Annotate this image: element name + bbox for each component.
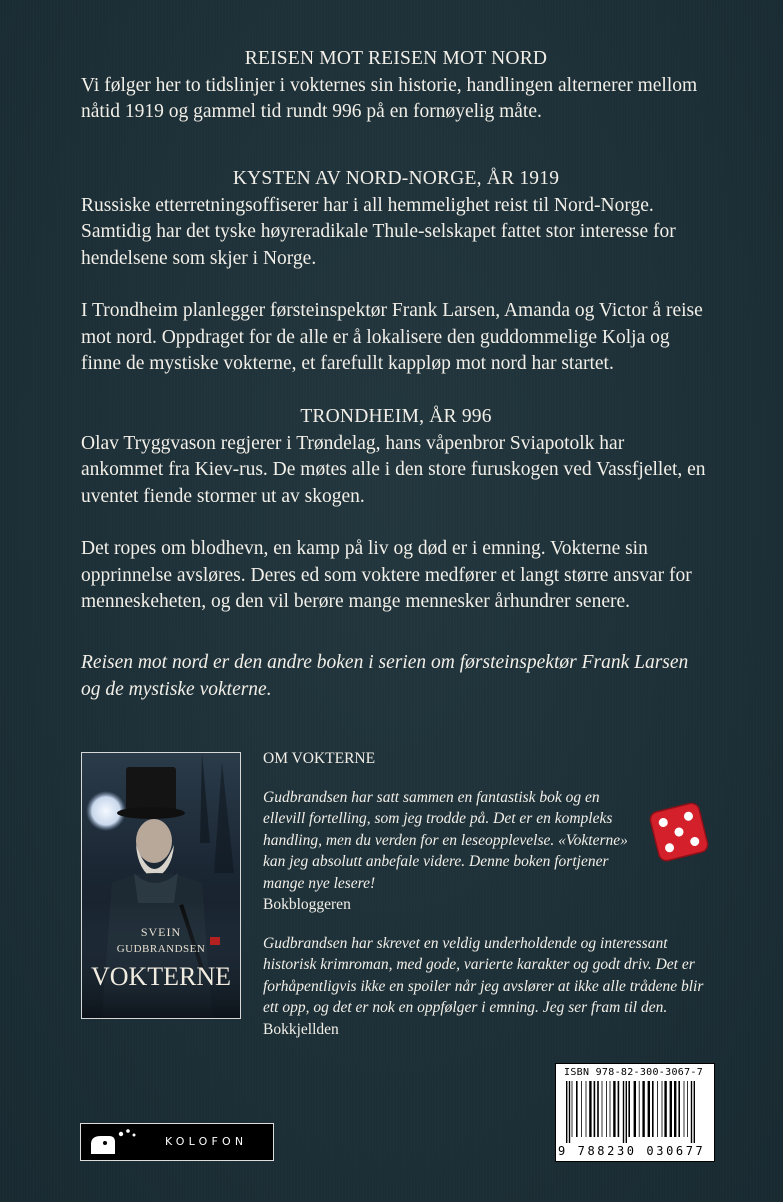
section-heading: REISEN MOT REISEN MOT NORD [244,48,548,69]
section-heading: TRONDHEIM, ÅR 996 [300,406,492,427]
cover-title: VOKTERNE [90,962,232,991]
isbn-number: ISBN 978-82-300-3067-7 [564,1067,704,1078]
review-source: Bokbloggeren [263,896,351,913]
cover-author-first: SVEIN [140,925,182,939]
section-996 [81,404,711,616]
publisher-name: KOLOFON [165,1135,248,1148]
review-source: Bokkjellden [263,1020,339,1038]
section-paragraph: Vi følger her to tidslinjer i vokternes sin historie, handlingen alternerer mellom nåtid 1919 og gammel tid rundt 996 på en fornøyelig måte. [81,74,698,122]
isbn-barcode [555,1063,715,1162]
review-item [263,933,713,1041]
closing-note: Reisen mot nord er den andre boken i serien om førsteinspektør Frank Larsen og de mystiske vokterne. [81,652,689,700]
reviews-section [263,748,713,1057]
section-1919 [81,166,711,378]
ean-number: 9 788230 030677 [558,1144,706,1158]
review-item [263,787,633,916]
barcode-bars [564,1081,706,1143]
section-intro [81,46,711,126]
publisher-logo [80,1123,274,1161]
book-cover-image [81,752,241,1019]
publisher-mascot-icon [85,1124,155,1160]
dice-five-icon [646,799,712,865]
section-paragraph: Russiske etterretningsoffiserer har i all hemmelighet reist til Nord-Norge. Samtidig har det tyske høyreradikale Thule-selskapet fattet stor interesse for hendelsene som skjer i Norge. [81,194,676,269]
cover-author-last: GUDBRANDSEN [116,943,206,955]
cover-illustration [82,753,240,1018]
reviews-heading: OM VOKTERNE [263,750,376,767]
section-paragraph: Olav Tryggvason regjerer i Trøndelag, hans våpenbror Sviapotolk har ankommet fra Kiev-rus. De møtes alle i den store furuskogen ved Vassfjellet, en uventet fiende stormer ut av skogen. [81,432,706,507]
review-quote: Gudbrandsen har satt sammen en fantastisk bok og en ellevill fortelling, som jeg trodde på. Det er en kompleks handling, men du verden for en leseopplevelse. «Vokterne» kan jeg absolutt anbefale videre. Denne boken fortjener mange nye lesere! [263,788,628,892]
section-paragraph: I Trondheim planlegger førsteinspektør Frank Larsen, Amanda og Victor å reise mot nord. Oppdraget for de alle er å lokalisere den guddommelige Kolja og finne de mystiske vokterne, et farefullt kappløp mot nord har startet. [81,300,703,374]
section-heading: KYSTEN AV NORD-NORGE, ÅR 1919 [232,168,560,189]
review-quote: Gudbrandsen har skrevet en veldig underholdende og interessant historisk krimroman, med gode, varierte karakter og godt driv. Det er forhåpentligvis ikke en spoiler når jeg avslører at ikke alle trådene blir ett opp, og det er nok en oppfølger i emning. Jeg ser fram til den. [263,934,704,1016]
publisher-badge-icon [210,937,220,945]
section-paragraph: Det ropes om blodhevn, en kamp på liv og død er i emning. Vokterne sin opprinnelse avsløres. Deres ed som voktere medfører et langt større ansvar for menneskeheten, og den vil berøre mange mennesker århundrer senere. [81,538,692,612]
